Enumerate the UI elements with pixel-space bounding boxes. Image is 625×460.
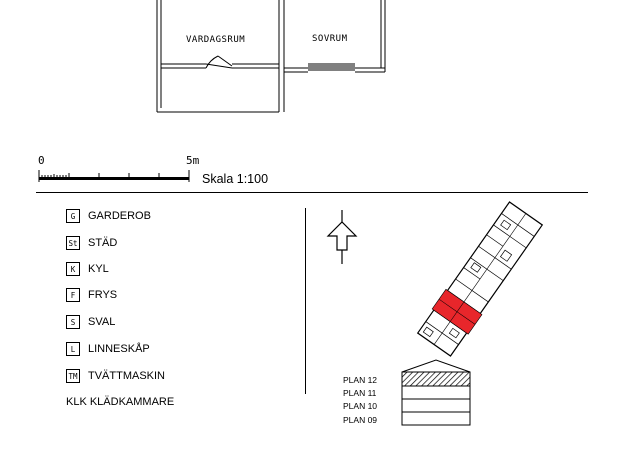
floor-bar-11 [402,386,470,399]
floor-bar-12 [402,372,470,386]
legend-code: G [66,209,80,223]
room-label-sovrum: SOVRUM [312,34,348,44]
legend-text: STÄD [88,237,118,249]
legend-text: GARDEROB [88,210,151,222]
legend-text: KYL [88,263,109,275]
legend-code: St [66,236,80,250]
room-label-vardagsrum: VARDAGSRUM [186,35,246,45]
legend-item-garderob [66,208,151,224]
legend-item-kladkammare: KLK KLÄDKAMMARE [66,396,175,408]
legend-item-tvattmaskin [66,368,165,384]
legend-text: TVÄTTMASKIN [88,370,166,382]
floor-bar-09 [402,412,470,425]
legend-item-stad [66,235,117,251]
floor-label-10: PLAN 10 [343,401,378,411]
key-plan [400,196,560,362]
floorplan-drawing [0,0,625,120]
legend-item-kyl [66,261,109,277]
scale-bar [36,164,196,186]
vertical-divider [305,208,306,394]
legend-code: F [66,288,80,302]
legend-item-sval [66,314,115,330]
legend-text: LINNESKÅP [88,343,150,355]
horizontal-divider [36,192,588,193]
north-arrow-icon [322,208,362,266]
legend-code: TM [66,369,80,383]
floor-label-12: PLAN 12 [343,375,378,385]
floor-stack-diagram [398,358,478,430]
legend-item-frys [66,287,117,303]
legend-text: FRYS [88,289,118,301]
scale-label: Skala 1:100 [202,172,269,186]
legend-code: L [66,342,80,356]
scale-start-label: 0 [38,154,45,167]
floor-bar-10 [402,399,470,412]
legend-code: S [66,315,80,329]
floor-label-09: PLAN 09 [343,415,378,425]
legend-item-linneskap [66,341,150,357]
floor-label-11: PLAN 11 [343,388,377,398]
legend-code: K [66,262,80,276]
legend-text: SVAL [88,316,116,328]
scale-end-label: 5m [186,154,200,167]
